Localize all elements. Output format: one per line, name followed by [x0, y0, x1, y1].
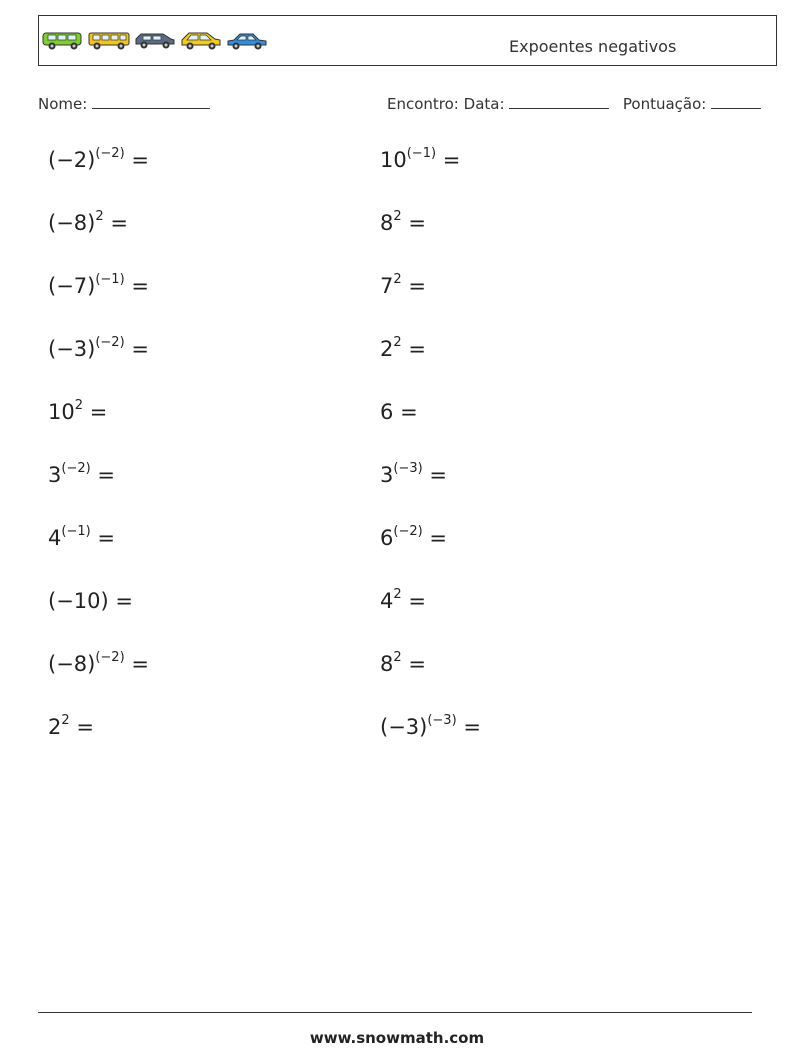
problem-exponent: (−3) [427, 713, 457, 728]
problem-base: (−2) [48, 148, 96, 172]
problem-equals: = [131, 652, 149, 676]
problem-item [380, 337, 426, 361]
name-field [38, 94, 210, 113]
problem-equals: = [408, 211, 426, 235]
name-blank[interactable] [92, 94, 210, 109]
problem-equals: = [131, 274, 149, 298]
score-label: Pontuação: [622, 95, 707, 113]
problem-exponent: 2 [95, 209, 104, 224]
problem-exponent: 2 [393, 587, 402, 602]
problem-exponent: (−1) [61, 524, 91, 539]
date-blank[interactable] [509, 94, 609, 109]
problem-item [380, 589, 426, 613]
problem-base: (−8) [48, 211, 96, 235]
footer-divider [38, 1012, 752, 1013]
problem-exponent: (−3) [393, 461, 423, 476]
problem-base: 3 [380, 463, 394, 487]
problem-exponent: 2 [74, 398, 84, 413]
problem-base: 3 [48, 463, 62, 487]
problem-equals: = [429, 526, 447, 550]
car-icon [87, 29, 131, 51]
problem-item [48, 652, 149, 676]
problem-base: (−3) [380, 715, 428, 739]
problem-item [48, 463, 115, 487]
problem-base: 4 [48, 526, 62, 550]
problem-exponent: 2 [393, 209, 402, 224]
problem-equals: = [408, 652, 426, 676]
problem-equals: = [131, 148, 149, 172]
problem-item [48, 400, 107, 424]
problem-item [48, 148, 149, 172]
problem-equals: = [400, 400, 418, 424]
worksheet-header [38, 15, 777, 66]
problem-equals: = [429, 463, 447, 487]
problem-base: (−10) [48, 589, 109, 613]
name-label: Nome: [38, 95, 88, 113]
problem-equals: = [442, 148, 461, 172]
car-icon [179, 29, 223, 51]
problem-exponent: (−2) [393, 524, 423, 539]
problem-equals: = [97, 463, 115, 487]
problem-base: 8 [380, 652, 394, 676]
problem-base: 10 [48, 400, 75, 424]
problem-base: 2 [48, 715, 62, 739]
car-icon [133, 29, 177, 51]
problem-base: 6 [380, 400, 394, 424]
problem-item [380, 148, 460, 172]
problem-base: 6 [380, 526, 394, 550]
problem-base: (−3) [48, 337, 96, 361]
problem-exponent: 2 [393, 650, 402, 665]
problem-equals: = [463, 715, 481, 739]
problem-exponent: (−2) [95, 146, 125, 161]
problem-exponent: (−2) [95, 650, 125, 665]
problem-item [48, 526, 115, 550]
problem-item [380, 463, 447, 487]
problem-item [48, 715, 94, 739]
problem-base: 2 [380, 337, 394, 361]
problem-item [380, 400, 418, 424]
problem-equals: = [408, 589, 426, 613]
score-blank[interactable] [711, 94, 761, 109]
problem-item [380, 526, 447, 550]
date-label: Data: [463, 95, 505, 113]
problem-exponent: (−2) [95, 335, 125, 350]
problem-base: 10 [380, 148, 407, 172]
problem-exponent: (−1) [95, 272, 125, 287]
problem-item [48, 274, 149, 298]
problem-exponent: (−1) [406, 146, 437, 161]
problem-item [48, 337, 149, 361]
problem-equals: = [76, 715, 94, 739]
car-icons [41, 29, 269, 51]
problem-item [380, 274, 426, 298]
car-icon [41, 29, 85, 51]
problem-item [380, 652, 426, 676]
problem-base: (−7) [48, 274, 96, 298]
problem-base: 8 [380, 211, 394, 235]
car-icon [225, 29, 269, 51]
problem-item [48, 211, 128, 235]
footer-url: www.snowmath.com [309, 1029, 485, 1047]
problem-item [380, 211, 426, 235]
problem-base: (−8) [48, 652, 96, 676]
problem-item [48, 589, 133, 613]
problem-equals: = [110, 211, 128, 235]
problem-exponent: 2 [393, 335, 402, 350]
problem-equals: = [89, 400, 108, 424]
problem-equals: = [131, 337, 149, 361]
problem-equals: = [408, 274, 426, 298]
encounter-label: Encontro: [387, 95, 459, 113]
worksheet-title: Expoentes negativos [509, 37, 677, 56]
encounter-field [387, 94, 761, 113]
problem-equals: = [97, 526, 115, 550]
problem-exponent: 2 [393, 272, 402, 287]
problem-exponent: (−2) [61, 461, 91, 476]
problem-equals: = [408, 337, 426, 361]
problem-base: 7 [380, 274, 394, 298]
problem-equals: = [115, 589, 133, 613]
problem-item [380, 715, 481, 739]
problem-exponent: 2 [61, 713, 70, 728]
problem-base: 4 [380, 589, 394, 613]
